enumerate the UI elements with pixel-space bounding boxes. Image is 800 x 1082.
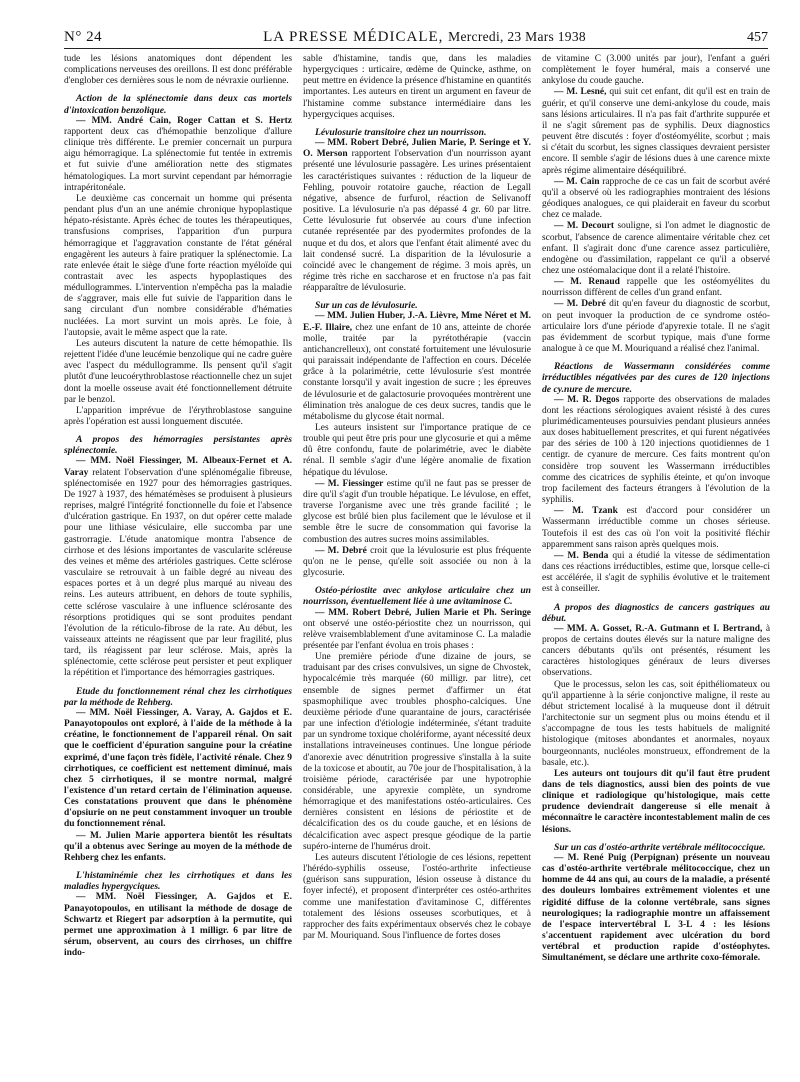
paragraph-text: qui a étudié la vitesse de sédimentation dans ces réactions irréductibles, estime que, lorsque celle-ci est accélérée, il s'agit de syphilis évolutive et le traitement est à conseiller. bbox=[542, 550, 770, 595]
section-heading: Lévulosurie transitoire chez un nourrisson. bbox=[315, 126, 487, 138]
paragraph bbox=[303, 311, 531, 423]
paragraph-text: croit que la lévulosurie est plus fréquente qu'on ne le pense, qu'elle soit associée ou non à la glycosurie. bbox=[303, 545, 531, 579]
section-heading: Action de la splénectomie dans deux cas mortels d'intoxication benzolique. bbox=[64, 93, 292, 116]
paragraph: Les auteurs discutent l'étiologie de ces lésions, repettent l'hérédo-syphilis osseuse, l'ostéo-arthrite infectieuse (guérison sans suppuration, lésion osseuse à distance du foyer infecté), et proposent d'interpréter ces ostéo-arthrites comme une manifestation d'avitaminose C, différentes totalement des lésions osseuses scorbutiques, et à rapprocher des faits expérimentaux observés chez le cobaye par M. Mouriquand. Sous l'influence de fortes doses bbox=[303, 852, 531, 942]
paragraph-text: ont observé une ostéo-périostite chez un nourrisson, qui relève vraisemblablement d'une avitaminose C. La maladie présentée par l'enfant évolua en trois phases : bbox=[303, 618, 531, 651]
issue-number: N° 24 bbox=[64, 29, 103, 45]
journal-name: LA PRESSE MÉDICALE, bbox=[263, 29, 444, 45]
page-number: 457 bbox=[747, 30, 768, 45]
paragraph-text: apportera bientôt les résultats qu'il a obtenus avec Seringe au moyen de la méthode de Rehberg chez les enfants. bbox=[64, 830, 292, 863]
paragraph bbox=[542, 87, 770, 176]
paragraph bbox=[303, 546, 531, 579]
section-heading: Sur un cas de lévulosurie. bbox=[315, 300, 418, 312]
paragraph bbox=[542, 624, 770, 680]
paragraph bbox=[64, 892, 292, 959]
authors: — MM. Robert Debré, Julien Marie et Ph. Seringe bbox=[315, 607, 531, 618]
paragraph bbox=[64, 831, 292, 864]
paragraph-text: en utilisant la méthode de dosage de Schwartz et Riegert par adsorption à la permutite, qui permet une approximation à 1 milligr. 6 par litre de sérum, observent, au cours des cirrhoses, un chiffre indo- bbox=[64, 903, 292, 959]
authors: — MM. A. Gosset, R.-A. Gutmann et I. Bertrand, bbox=[554, 623, 763, 634]
paragraph: Le deuxième cas concernait un homme qui présenta pendant plus d'un an une anémie chronique hypoplastique hépato-résistante. Après échec de toutes les thérapeutiques, transfusions comprises, l'apparition d'un purpura hémorragique et l'aggravation constante de l'état général engagèrent les auteurs à faire pratiquer la splénectomie. La rate enlevée était le siège d'une forte réaction myéloïde qui contrastait avec les aspects hypoplastiques des médullogrammes. L'intervention n'empêcha pas la maladie de s'aggraver, mais elle fut suivie de l'apparition dans le sang circulant d'un nombre considérable d'hématies nucléées. La mort survint un mois après. Le foie, à l'autopsie, avait le même aspect que la rate. bbox=[64, 193, 292, 338]
authors: — M. Benda bbox=[554, 550, 609, 561]
paragraph bbox=[542, 395, 770, 507]
paragraph: Les auteurs insistent sur l'importance pratique de ce trouble qui peut être pris pour une glycosurie et qui a même dû être confondu, faute de polarimétrie, avec le diabète rénal. Il semble s'agir d'une légère anomalie de fixation hépatique du lévulose. bbox=[303, 423, 531, 478]
paragraph-text: rapproche de ce cas un fait de scorbut avéré qu'il a observé où les radiographies montraient des lésions géodiques analogues, ce qui plaiderait en faveur du scorbut chez ce malade. bbox=[542, 176, 770, 221]
paragraph bbox=[64, 116, 292, 194]
paragraph: tude les lésions anatomiques dont dépendent les complications nerveuses des oreillons. Il est donc préférable d'englober ces dernières sous le nom de névraxie ourlienne. bbox=[64, 54, 292, 87]
paragraph-text: rapportent deux cas d'hémopathie benzolique d'allure clinique très différente. Le premier concernait un purpura aigu hémorragique. La splénectomie fut tentée in extremis et fut suivie d'une amélioration nette des stigmates hématologiques. La mort survint cependant par hémorragie intrapéritonéale. bbox=[64, 126, 292, 193]
authors: — MM. Noël Fiessinger, M. Albeaux-Fernet et A. Varay bbox=[64, 456, 292, 478]
authors: — M. Fiessinger bbox=[315, 478, 384, 489]
paragraph bbox=[542, 551, 770, 596]
section-heading: Etude du fonctionnement rénal chez les cirrhotiques par la méthode de Rehberg. bbox=[64, 685, 292, 708]
section-heading: Réactions de Wassermann considérées comme irréductibles négativées par des cures de 120 injections de cy.nure de mercure. bbox=[542, 361, 770, 395]
paragraph bbox=[64, 708, 292, 831]
paragraph bbox=[542, 299, 770, 355]
paragraph: L'apparition imprévue de l'érythroblastose sanguine après l'opération est aussi longuement discutée. bbox=[64, 405, 292, 427]
authors: — M. Debré bbox=[554, 299, 606, 310]
paragraph-text: ont exploré, à l'aide de la méthode à la créatine, le fonctionnement de l'appareil rénal. On sait que le coefficient d'épuration sanguine pour la créatine exprimé, d'une façon très fidèle, l'activité rénale. Chez 9 cirrhotiques, ce coefficient est nettement diminué, mais chez 5 cirrhotiques, il se montre normal, malgré l'existence d'un retard certain de l'élimination aqueuse. Ces constatations prouvent que dans le phénomène d'opsiurie on ne peut constamment invoquer un trouble du fonctionnement rénal. bbox=[64, 719, 292, 830]
paragraph-text: souligne, si l'on admet le diagnostic de scorbut, l'absence de carence alimentaire véritable chez cet enfant. Il s'agirait donc d'une carence assez particulière, endogène ou d'assimilation, rappelant ce qu'il a observé chez une ostéomalacique dont il a relaté l'histoire. bbox=[542, 221, 770, 276]
paragraph-text: rapportent l'observation d'un nourrisson ayant présenté une lévulosurie passagère. Les urines présentaient les caractéristiques suivantes : réduction de la liqueur de Fehling, pouvoir rotatoire gauche, réaction de Legall négative, absence de furfurol, réaction de Selivanoff positive. La lévulosurie n'a pas dépassé 4 gr. 60 par litre. Cette lévulosurie fut observée au cours d'une infection cutanée représentée par des pyodermites profondes de la nuque et du dos, et alors que l'enfant était alimenté avec du lait condensé sucré. La disparition de la lévulosurie a coïncidé avec le changement de régime. 3 mois après, un régime très riche en saccharose et en fructose n'a pas fait réapparaître de lévulosurie. bbox=[303, 149, 531, 294]
section-heading: L'histaminémie chez les cirrhotiques et dans les maladies hypergyciques. bbox=[64, 870, 292, 893]
paragraph bbox=[542, 277, 770, 299]
paragraph bbox=[542, 177, 770, 222]
article-columns bbox=[64, 54, 770, 1074]
paragraph-text: chez une enfant de 10 ans, atteinte de chorée molle, traitée par la pyrétothérapie (vaccin antichancrelleux), ont constaté fortuitement une lévulosurie qui paraissait indépendante de l'affection en cours. Décelée grâce à la polarimétrie, cette lévulosurie s'est montrée constante lorsqu'il y avait ingestion de sucre ; les épreuves de lévulosurie et de galactosurie provoquées montrèrent une élimination très analogue de ces deux sucres, tandis que le métabolisme du glycose était normal. bbox=[303, 322, 531, 422]
paragraph bbox=[542, 506, 770, 551]
authors: — M. René Puig bbox=[554, 852, 627, 863]
column-3 bbox=[542, 54, 770, 1074]
authors: — MM. Julien Huber, J.-A. Lièvre, Mme Néret et M. E.-F. Illaire, bbox=[303, 311, 531, 333]
paragraph-text: rappelle que les ostéomyélites du nourrisson diffèrent de celles d'un grand enfant. bbox=[542, 277, 770, 299]
authors: — M. Lesné, bbox=[554, 87, 607, 98]
paragraph bbox=[303, 479, 531, 546]
paragraph: sable d'histamine, tandis que, dans les maladies hypergyciques : urticaire, œdème de Quincke, asthme, on peut mettre en évidence la présence d'histamine en quantités importantes. Les auteurs en tirent un argument en faveur de l'histamine comme substance intermédiaire dans les hypergyciques acquises. bbox=[303, 54, 531, 120]
section-heading: A propos des diagnostics de cancers gastriques au début. bbox=[542, 601, 770, 624]
authors: — M. R. Degos bbox=[554, 394, 620, 405]
paragraph-text: (Perpignan) présente un nouveau cas d'ostéo-arthrite vertébrale mélitococcique, chez un homme de 44 ans qui, au cours de la maladie, a présenté des douleurs lombaires extrêmement violentes et une rigidité diffuse de la colonne vertébrale, sans signes neurologiques; la radiographie montre un affaissement de l'espace intervertébral L 3-L 4 : les lésions s'accentuent rapidement avec ulcération du bord vertébral et production rapide d'ostéophytes. Simultanément, se déclare une arthrite coxo-fémorale. bbox=[542, 852, 770, 964]
authors: — M. Decourt bbox=[554, 221, 615, 232]
authors: — M. Tzank bbox=[554, 506, 618, 517]
paragraph-text: estime qu'il ne faut pas se presser de dire qu'il s'agit d'un trouble hépatique. Le lévulose, en effet, traverse l'organisme avec une très grande facilité ; le glycose est brûlé bien plus facilement que le lévulose et il semble être le sucre de consommation qui favorise la combustion des autres sucres moins assimilables. bbox=[303, 478, 531, 545]
paragraph bbox=[64, 456, 292, 679]
authors: — M. Renaud bbox=[554, 277, 620, 288]
column-1 bbox=[64, 54, 292, 1074]
paragraph bbox=[542, 221, 770, 277]
issue-date: Mercredi, 23 Mars 1938 bbox=[448, 29, 586, 44]
column-2 bbox=[303, 54, 531, 1074]
paragraph: Une première période d'une dizaine de jours, se traduisant par des crises convulsives, un signe de Chvostek, hypocalcémie très marquée (60 milligr. par litre), cet ensemble de signes permet d'affirmer un état spasmophilique avec troubles phospho-calciques. Une deuxième période d'une quarantaine de jours, caractérisée par une infection d'étiologie indéterminée, s'étant traduite par un syndrome toxique cholériforme, ayant nécessité deux installations intraveineuses continues. Une longue période d'anorexie avec dénutrition progressive s'installa à la suite de la toxicose et aboutit, au 70e jour de l'hospitalisation, à la troisième période, caractérisée par une hypotrophie considérable, une apyrexie complète, un syndrome hémorragique et des manifestations ostéo-articulaires. Ces dernières consistent en lésions de périostite et de décalcification des os du coude gauche, et en lésions de décalcification avec aspect presque géodique de la partie supéro-interne de l'humérus droit. bbox=[303, 652, 531, 852]
authors: — MM. Robert Debré, Julien Marie, P. Seringe et Y. O. Merson bbox=[303, 138, 531, 160]
authors: — MM. André Cain, Roger Cattan et S. Hertz bbox=[76, 115, 292, 126]
paragraph-text: dit qu'en faveur du diagnostic de scorbut, on peut invoquer la production de ce syndrome ostéo-articulaire lors d'une période d'apyrexie totale. Il ne s'agit pas évidemment de scorbut typique, mais d'une forme analogue à ce que M. Mouriquand a réalisé chez l'animal. bbox=[542, 299, 770, 355]
paragraph: Les auteurs ont toujours dit qu'il faut être prudent dans de tels diagnostics, aussi bien des points de vue clinique et radiologique qu'histologique, mais cette prudence deviendrait dangereuse si elle menait à méconnaître le caractère incontestablement malin de ces lésions. bbox=[542, 768, 770, 835]
paragraph-text: qui suit cet enfant, dit qu'il est en train de guérir, et qu'il conserve une demi-ankylose du coude, mais sans lésions articulaires. Il n'a pas fait d'arthrite suppurée et il ne s'agit sûrement pas de syphilis. Deux diagnostics peuvent être discutés : foyer d'ostéomyélite, scorbut ; mais si c'était du scorbut, les signes classiques devraient persister encore. Il semble s'agir de lésions dues à une carence mixte après régime alimentaire déséquilibré. bbox=[542, 87, 770, 176]
paragraph: de vitamine C (3.000 unités par jour), l'enfant a guéri complètement le foyer huméral, mais a conservé une ankylose du coude gauche. bbox=[542, 54, 770, 87]
authors: — M. Julien Marie bbox=[76, 830, 160, 841]
authors: — M. Cain bbox=[554, 176, 600, 187]
paragraph-text: rapporte des observations de malades dont les réactions sérologiques avaient résisté à des cures plurimédicamenteuses poursuivies pendant plusieurs années aux doses habituellement prescrites, et qui furent négativées par des séries de 100 à 120 injections quotidiennes de 1 centigr. de cyanure de mercure. Ces faits montrent qu'on considère trop souvent les Wassermann irréductibles comme des cicatrices de syphilis éteinte, et qu'on invoque trop facilement des facteurs étrangers à l'évolution de la syphilis. bbox=[542, 394, 770, 506]
authors: — MM. Noël Fiessinger, A. Varay, A. Gajdos et E. Panayotopoulos bbox=[64, 707, 292, 730]
paragraph bbox=[542, 853, 770, 965]
journal-title-line bbox=[263, 29, 586, 46]
paragraph bbox=[303, 608, 531, 653]
paragraph-text: est d'accord pour considérer un Wassermann irréductible comme un choses sérieuse. Toutefois il est des cas où l'on voit la positivité fléchir apparemment sans raison après quelques mois. bbox=[542, 506, 770, 550]
authors: — MM. Noël Fiessinger, A. Gajdos et E. Panayotopoulos, bbox=[64, 892, 292, 914]
authors: — M. Debré bbox=[315, 545, 367, 556]
paragraph: Les auteurs discutent la nature de cette hémopathie. Ils rejettent l'idée d'une leucémie benzolique qui ne cadre guère avec l'aspect du médullogramme. Ils pensent qu'il s'agit plutôt d'une leucoérythroblastose réactionnelle chez un sujet dont la moelle osseuse avait été fonctionnellement détruite par le benzol. bbox=[64, 338, 292, 405]
paragraph-text: à propos de certains doutes élevés sur la nature maligne des cancers débutants qu'ils ont présentés, résument les caractères histologiques généraux de leurs diverses observations. bbox=[542, 623, 770, 679]
paragraph-text: relatent l'observation d'une splénomégalie fibreuse, splénectomisée en 1927 pour des hémorragies gastriques. De 1927 à 1937, des hématémèses se produisent à plusieurs reprises, malgré l'intégrité fonctionnelle du foie et l'absence d'ulcération gastrique. En 1937, on dut opérer cette malade pour une lithiase vésiculaire, elle succomba par une gastrorragie. L'étude anatomique montra l'absence de cirrhose et des lésions importantes de vascularite scléreuse des veines et même des artérioles gastriques. Cette sclérose vasculaire se retrouvait à un faible degré au niveau des espaces portes et à un degré plus marqué au niveau des reins. Les auteurs attribuent, en dehors de toute syphilis, cette sclérose vasculaire à une influence sclérosante des résorptions protidiques qui se sont produites pendant l'évolution de la réticulo-fibrose de la rate. Au début, les vaisseaux atteints ne réagissent que par leur fragilité, plus tard, ils réagissent par leur sclérose. Mais, après la splénectomie, cette sclérose peut persister et peut expliquer la répétition et l'importance des hémorragies gastriques. bbox=[64, 467, 292, 679]
page-header bbox=[64, 20, 768, 49]
section-heading: Ostéo-périostite avec ankylose articulaire chez un nourrisson, éventuellement liée à une avitaminose C. bbox=[303, 585, 531, 608]
section-heading: Sur un cas d'ostéo-arthrite vertébrale mélitococcique. bbox=[554, 841, 766, 853]
section-heading: A propos des hémorragies persistantes après splénectomie. bbox=[64, 434, 292, 457]
paragraph: Que le processus, selon les cas, soit épithéliomateux ou qu'il appartienne à la série conjonctive maligne, il reste au début strictement localisé à la muqueuse dont il détruit l'architectonie sur un segment plus ou moins étendu et il s'accompagne de tous les tests habituels de malignité histologique (mitoses abondantes et anormales, noyaux bourgeonnants, nucléoles monstrueux, effondrement de la basale, etc.). bbox=[542, 679, 770, 768]
paragraph bbox=[303, 138, 531, 294]
